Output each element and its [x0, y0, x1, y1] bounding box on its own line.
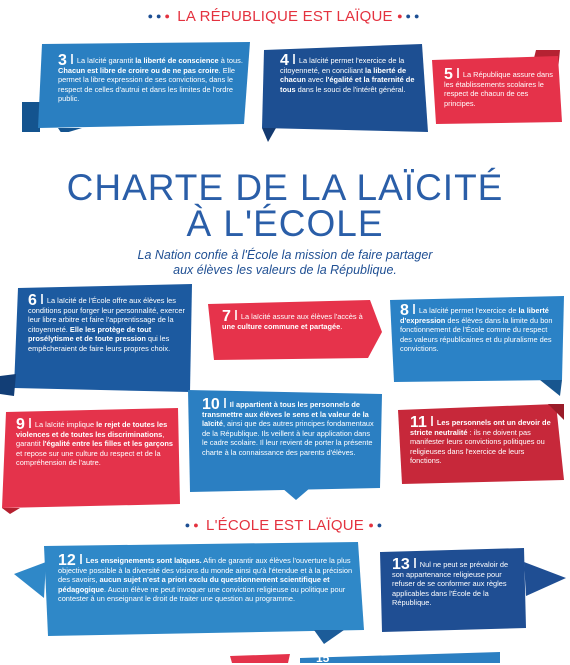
a11-b1: Les personnels ont un devoir de stricte neutralité [410, 418, 551, 437]
article-6 [0, 284, 198, 396]
article-7-text [222, 310, 368, 331]
article-10 [186, 388, 384, 500]
a3-b1: la liberté de conscience [135, 56, 219, 65]
header-ecole-title: L'ÉCOLE EST LAÏQUE [206, 517, 364, 534]
a4-b1: la liberté de chacun [280, 65, 407, 85]
dots-left-icon-2: ●● [184, 520, 202, 530]
a9-b1: le rejet de toutes les violences et de toutes les discriminations [16, 420, 168, 439]
a9-b2: l'égalité entre les filles et les garçons [42, 439, 174, 449]
dots-right-icon: ●●● [397, 11, 423, 21]
a12-b2: aucun sujet n'est a priori exclu du questionnement scientifique et pédagogique [58, 575, 330, 594]
article-11 [398, 404, 566, 488]
a9-p2: , garantit [16, 429, 165, 449]
article-10-number: 10 [202, 396, 220, 413]
article-9-number: 9 [16, 416, 25, 433]
article-4-text [280, 54, 420, 94]
dots-left-icon: ●●● [147, 11, 173, 21]
subtitle [0, 248, 570, 278]
article-13 [380, 548, 566, 632]
article-8-number: 8 [400, 302, 409, 319]
article-11-text [410, 416, 558, 466]
article-13-number: 13 [392, 556, 410, 573]
bottom-ribbons-shape [0, 652, 570, 663]
a9-p1: La laïcité implique [34, 420, 97, 429]
a10-b1: Il appartient à tous les personnels de transmettre aux élèves le sens et la valeur de la laïcité [202, 400, 369, 429]
article-5 [432, 50, 564, 128]
a6-b1: Elle les protège de tout prosélytisme et de toute pression [28, 324, 152, 344]
article-3-number: 3 [58, 52, 67, 69]
a12-p2: . Aucun élève ne peut invoquer une conviction religieuse ou politique pour contester à un enseignant le droit de traiter une question au programme. [58, 584, 346, 604]
a7-b1: une culture commune et partagée [222, 321, 341, 331]
a10-p1: , ainsi que des autres principes fondamentaux de la République. Ils veillent à leur application dans le cadre scolaire. Il leur revient de porter la présente charte à la connaissance des parents d'élèves. [202, 419, 374, 457]
article-10-text [202, 398, 374, 458]
article-15-number-wrap [316, 652, 376, 664]
article-5-text [444, 68, 556, 108]
article-13-text [392, 558, 520, 608]
a7-p2: . [340, 321, 343, 331]
article-11-number: 11 [410, 414, 427, 431]
a8-b1: la liberté d'expression [400, 306, 549, 325]
a4-b2: l'égalité et la fraternité de tous [280, 75, 415, 94]
a4-p3: dans le souci de l'intérêt général. [295, 84, 406, 94]
article-15-number: 15 [316, 651, 330, 665]
a4-p2: avec [305, 75, 326, 85]
subtitle-line2: aux élèves les valeurs de la République. [173, 263, 397, 277]
subtitle-line1: La Nation confie à l'École la mission de faire partager [137, 248, 433, 262]
a6-p1: La laïcité de l'École offre aux élèves les conditions pour forger leur personnalité, exercer leur libre arbitre et faire l'apprentissage de la citoyenneté. [28, 296, 185, 334]
article-12-text [58, 554, 356, 604]
article-12 [14, 540, 366, 646]
article-12-number: 12 [58, 552, 76, 569]
a3-p3: . Elle permet la libre expression de ses convictions, dans le respect de celles d'autrui et dans les limites de l'ordre public. [58, 65, 236, 104]
header-republique [0, 8, 570, 25]
a3-b2: Chacun est libre de croire ou de ne pas croire [58, 65, 219, 75]
a6-p2: qui les empêcheraient de faire leurs propres choix. [28, 334, 171, 353]
article-3 [22, 42, 250, 132]
main-title-line1: CHARTE DE LA LAÏCITÉ [66, 167, 504, 208]
main-title-line2: À L'ÉCOLE [186, 203, 384, 244]
header-republique-title: LA RÉPUBLIQUE EST LAÏQUE [177, 8, 393, 25]
a12-b1: Les enseignements sont laïques. [85, 556, 202, 565]
bottom-strip [0, 652, 570, 663]
a11-p1: : ils ne doivent pas manifester leurs convictions politiques ou religieuses dans l'exercice de leurs fonctions. [410, 427, 545, 466]
a8-p2: des élèves dans la limite du bon fonctionnement de l'École comme du respect des valeurs républicaines et du pluralisme des convictions. [400, 315, 553, 354]
article-4 [262, 44, 430, 142]
article-8 [390, 296, 566, 396]
article-6-number: 6 [28, 292, 37, 309]
article-5-number: 5 [444, 66, 453, 83]
article-6-text [28, 294, 188, 354]
article-9-text [16, 418, 176, 468]
a13-p1: Nul ne peut se prévaloir de son appartenance religieuse pour refuser de se conformer aux règles applicables dans l'École de la République. [392, 560, 509, 608]
a9-p3: et repose sur une culture du respect et de la compréhension de l'autre. [16, 448, 161, 468]
article-7 [208, 300, 384, 362]
article-3-text [58, 54, 244, 104]
dots-right-icon-2: ●● [368, 520, 386, 530]
a4-p1: La laïcité permet l'exercice de la citoyenneté, en conciliant [280, 56, 405, 75]
a3-p2: à tous. [218, 56, 243, 65]
article-8-text [400, 304, 560, 354]
a3-p1: La laïcité garantit [76, 56, 136, 65]
article-4-number: 4 [280, 52, 289, 69]
a5-p1: La République assure dans les établissements scolaires le respect de chacun de ces principes. [444, 70, 553, 108]
article-7-number: 7 [222, 308, 231, 325]
a8-p1: La laïcité permet l'exercice de [418, 306, 519, 315]
article-9 [0, 408, 182, 514]
a7-p1: La laïcité assure aux élèves l'accès à [240, 312, 363, 321]
header-ecole [0, 517, 570, 534]
a12-p1: Afin de garantir aux élèves l'ouverture la plus objective possible à la diversité des visions du monde ainsi qu'à l'étendue et à la précision des savoirs, [58, 556, 353, 585]
